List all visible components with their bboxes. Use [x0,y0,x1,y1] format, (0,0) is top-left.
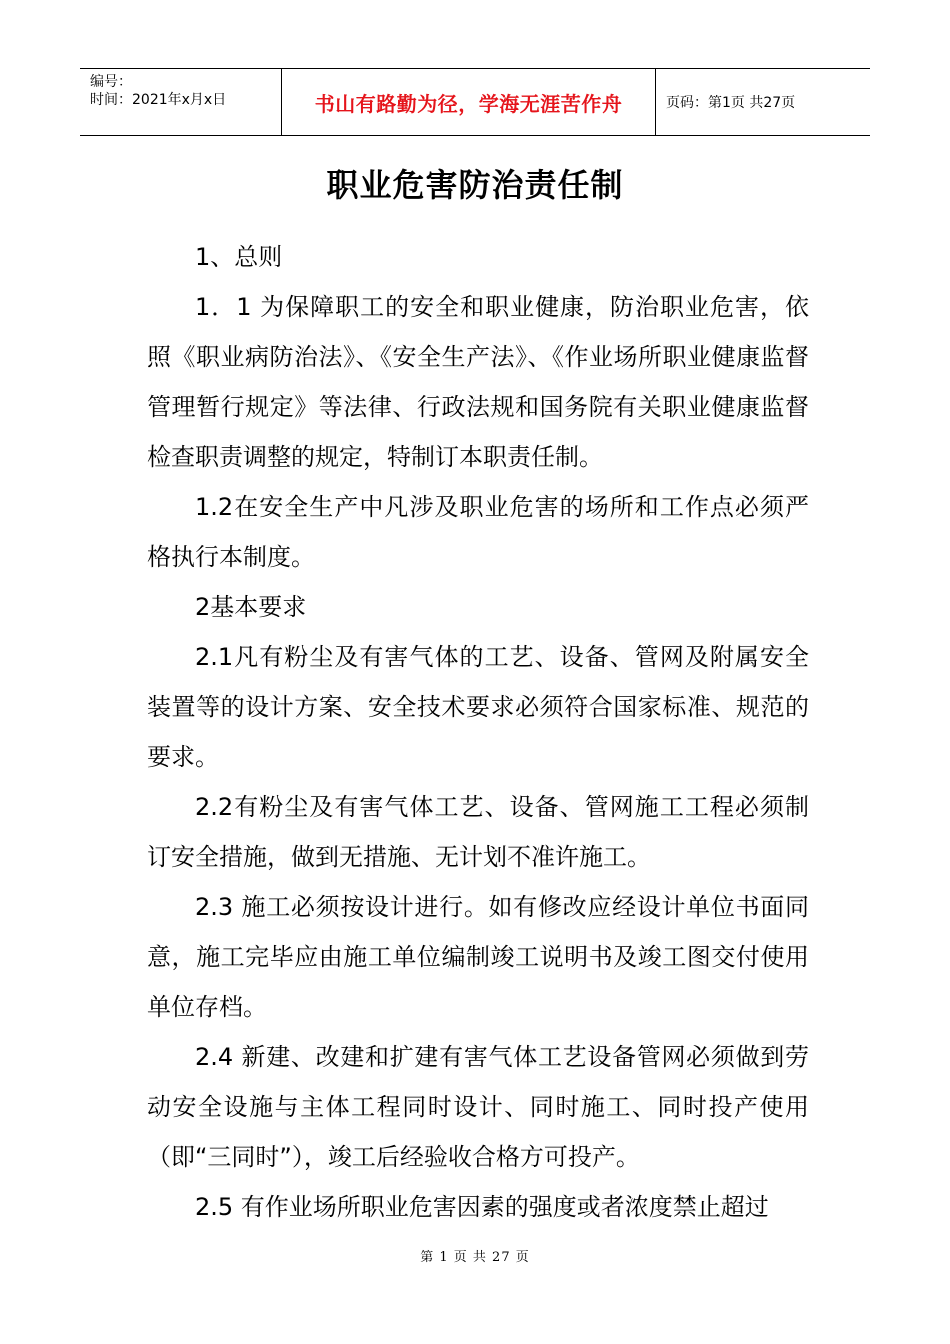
header-table [80,68,870,136]
header-motto-cell [282,69,656,135]
document-title: 职业危害防治责任制 [326,166,624,204]
header-motto: 书山有路勤为径，学海无涯苦作舟 [314,91,623,116]
header-page-info: 页码：第1页 共27页 [666,95,796,111]
paragraph-2-3: 2.3 施工必须按设计进行。如有修改应经设计单位书面同意，施工完毕应由施工单位编制竣工说明书及竣工图交付使用单位存档。 [147,893,809,1021]
document-time-label: 时间：2021年x月x日 [90,92,227,108]
page-footer: 第 1 页 共 27 页 [420,1250,530,1265]
paragraph-general: 1、总则 [195,243,283,271]
header-meta-cell [80,69,282,135]
paragraph-1-1: 1．1 为保障职工的安全和职业健康，防治职业危害，依照《职业病防治法》、《安全生产法》、《作业场所职业健康监督管理暂行规定》等法律、行政法规和国务院有关职业健康监督检查职责调整的规定，特制订本职责任制。 [147,293,809,471]
paragraph-2-1: 2.1凡有粉尘及有害气体的工艺、设备、管网及附属安全装置等的设计方案、安全技术要求必须符合国家标准、规范的要求。 [147,643,809,771]
paragraph-basic-requirements: 2基本要求 [195,593,307,621]
paragraph-2-5: 2.5 有作业场所职业危害因素的强度或者浓度禁止超过 [195,1193,769,1221]
paragraph-2-2: 2.2有粉尘及有害气体工艺、设备、管网施工工程必须制订安全措施，做到无措施、无计划不准许施工。 [147,793,809,871]
document-body [147,232,809,1232]
paragraph-1-2: 1.2在安全生产中凡涉及职业危害的场所和工作点必须严格执行本制度。 [147,493,809,571]
header-page-cell [656,69,870,135]
paragraph-2-4: 2.4 新建、改建和扩建有害气体工艺设备管网必须做到劳动安全设施与主体工程同时设计、同时施工、同时投产使用（即“三同时”），竣工后经验收合格方可投产。 [147,1043,809,1171]
document-number-label: 编号： [90,74,132,90]
